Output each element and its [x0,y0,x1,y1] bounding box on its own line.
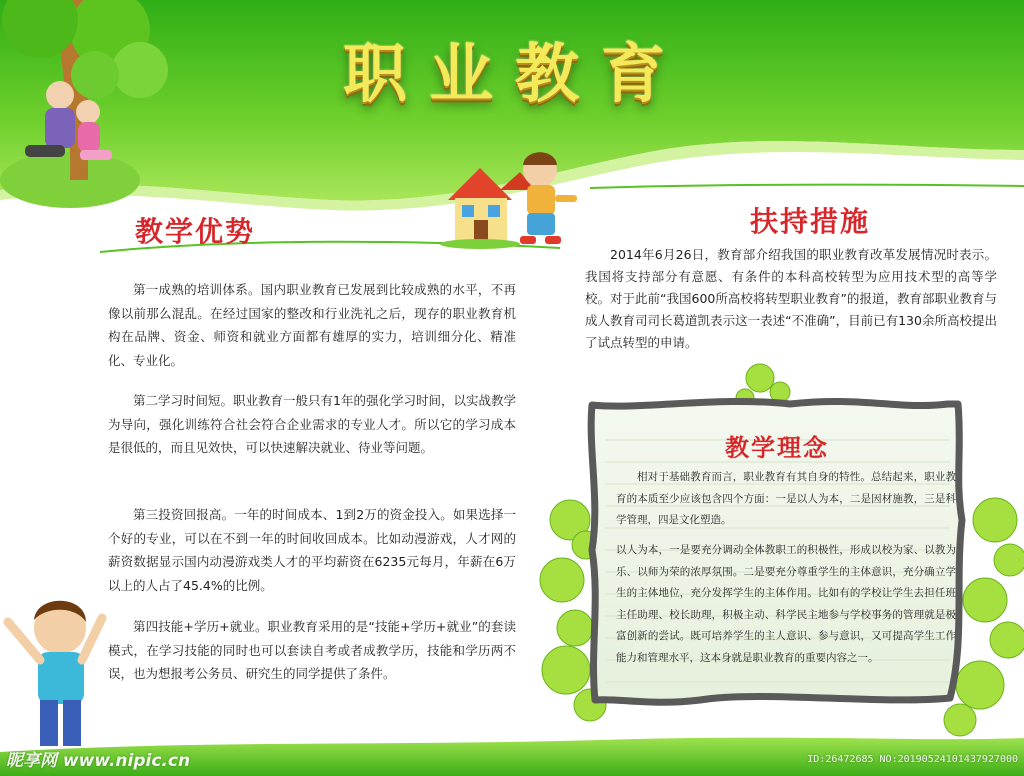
watermark-site: 昵享网 www.nipic.cn [6,751,191,771]
page-title: 职业教育 [343,38,687,112]
philosophy-paragraph-2: 以人为本，一是要充分调动全体教职工的积极性，形成以校为家、以教为乐、以师为荣的浓厚氛围。二是要充分尊重学生的主体意识，充分确立学生的主体地位，充分发挥学生的主体作用。比如有的学校让学生去担任班主任助理、校长助理，积极主动、科学民主地参与学校事务的管理就是极富创新的尝试。既可培养学生的主人意识、参与意识，又可提高学生工作能力和管理水平，这本身就是职业教育的重要内容之一。 [616,544,956,664]
watermark-id: ID:26472685 NO:20190524101437927000 [807,754,1018,765]
right-heading-line [590,185,1024,188]
philosophy-paragraph-1: 相对于基础教育而言，职业教育有其自身的特性。总结起来，职业教育的本质至少应该包含四个方面：一是以人为本，二是因材施教，三是科学管理，四是文化塑造。 [616,471,956,526]
heading-support-measures: 扶持措施 [750,205,871,238]
kid-cheering-illustration [8,601,102,746]
advantage-paragraph-4: 第四技能+学历+就业。职业教育采用的是“技能+学历+就业”的套读模式，在学习技能的同时也可以套读自考或者成教学历，技能和学历两不误，也为想报考公务员、研究生的同学提供了条件。 [108,619,516,681]
advantage-paragraph-1: 第一成熟的培训体系。国内职业教育已发展到比较成熟的水平，不再像以前那么混乱。在经过国家的整改和行业洗礼之后，现存的职业教育机构在品牌、资金、师资和就业方面都有雄厚的实力，培训细分化、精准化、专业化。 [108,282,516,368]
advantage-paragraph-3: 第三投资回报高。一年的时间成本、1到2万的资金投入。如果选择一个好的专业，可以在不到一年的时间收回成本。比如动漫游戏，人才网的薪资数据显示国内动漫游戏类人才的平均薪资在6235元每月，年薪在6万以上的人占了45.4%的比例。 [108,507,516,593]
support-paragraph: 2014年6月26日，教育部介绍我国的职业教育改革发展情况时表示。我国将支持部分有意愿、有条件的本科高校转型为应用技术型的高等学校。对于此前“我国600所高校将转型职业教育”的报道，教育部职业教育与成人教育司司长葛道凯表示这一表述“不准确”，目前已有130余所高校提出了试点转型的申请。 [585,247,997,350]
heading-teaching-philosophy: 教学理念 [725,433,829,462]
heading-teaching-advantages: 教学优势 [135,215,256,248]
advantage-paragraph-2: 第二学习时间短。职业教育一般只有1年的强化学习时间，以实战教学为导向，强化训练符合社会符合企业需求的专业人才。所以它的学习成本是很低的，而且见效快，可以快速解决就业、待业等问题。 [108,393,516,455]
